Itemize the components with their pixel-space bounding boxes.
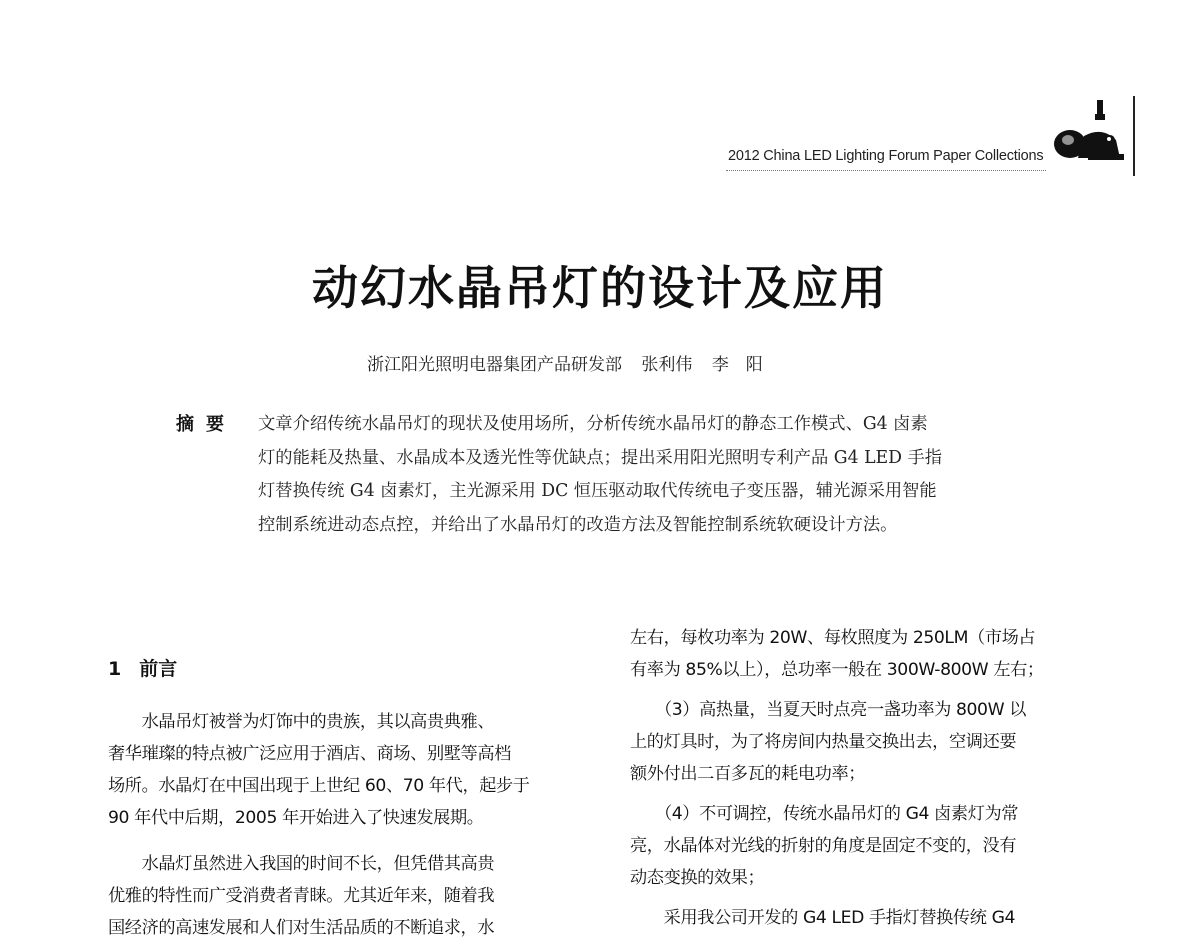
abstract-line: 灯替换传统 G4 卤素灯，主光源采用 DC 恒压驱动取代传统电子变压器，辅光源采用智能 [258, 481, 937, 501]
abstract-line: 灯的能耗及热量、水晶成本及透光性等优缺点；提出采用阳光照明专利产品 G4 LED 手指 [258, 447, 943, 468]
section-number: 1 [108, 658, 122, 680]
paragraph-line: 水晶吊灯被誉为灯饰中的贵族，其以高贵典雅、 [108, 712, 495, 732]
paragraph-line: （4）不可调控，传统水晶吊灯的 G4 卤素灯为常 [630, 804, 1019, 824]
paragraph-line: 奢华璀璨的特点被广泛应用于酒店、商场、别墅等高档 [108, 744, 511, 764]
abstract-body [258, 408, 1058, 542]
paragraph-line: 场所。水晶灯在中国出现于上世纪 60、70 年代，起步于 [108, 776, 530, 796]
affiliation: 浙江阳光照明电器集团产品研发部 [367, 355, 622, 375]
author-name: 张利伟 [641, 355, 693, 375]
abstract-line: 控制系统进动态点控，并给出了水晶吊灯的改造方法及智能控制系统软硬设计方法。 [258, 514, 898, 535]
abstract-line: 文章介绍传统水晶吊灯的现状及使用场所，分析传统水晶吊灯的静态工作模式、G4 卤素 [258, 414, 928, 434]
paragraph-line: 90 年代中后期，2005 年开始进入了快速发展期。 [108, 808, 484, 828]
header-vertical-rule [1133, 96, 1135, 176]
paragraph-line: 水晶灯虽然进入我国的时间不长，但凭借其高贵 [108, 854, 495, 874]
right-column [630, 622, 1110, 934]
header-rule [726, 170, 1046, 171]
section-title: 前言 [139, 658, 178, 680]
paragraph-line: 动态变换的效果； [630, 868, 765, 888]
paragraph-line: 优雅的特性而广受消费者青睐。尤其近年来，随着我 [108, 886, 495, 906]
page-title: 动幻水晶吊灯的设计及应用 [312, 261, 888, 315]
authors-line [367, 350, 777, 375]
paragraph-line: 左右，每枚功率为 20W、每枚照度为 250LM（市场占 [630, 628, 1036, 648]
paragraph-line: 国经济的高速发展和人们对生活品质的不断追求，水 [108, 918, 495, 938]
paragraph-line: 额外付出二百多瓦的耗电功率； [630, 764, 866, 784]
author-name: 李 阳 [711, 355, 763, 375]
desk-lamp-logo-icon [1050, 96, 1132, 168]
paragraph-line: 采用我公司开发的 G4 LED 手指灯替换传统 G4 [630, 908, 1016, 928]
paragraph-line: （3）高热量，当夏天时点亮一盏功率为 800W 以 [630, 700, 1027, 720]
left-column [108, 706, 588, 944]
paragraph-line: 有率为 85%以上），总功率一般在 300W-800W 左右； [630, 660, 1044, 680]
section-heading [108, 654, 177, 681]
running-header: 2012 China LED Lighting Forum Paper Collections [728, 148, 1044, 164]
abstract-label: 摘要 [176, 414, 236, 435]
paragraph-line: 上的灯具时，为了将房间内热量交换出去，空调还要 [630, 732, 1017, 752]
paragraph-line: 亮，水晶体对光线的折射的角度是固定不变的，没有 [630, 836, 1017, 856]
